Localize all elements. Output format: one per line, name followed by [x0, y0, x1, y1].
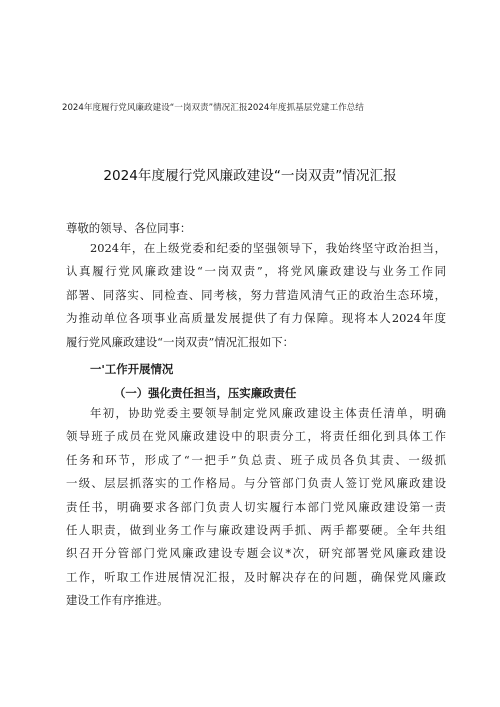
intro-line: 履行党风廉政建设“一岗双责”情况汇报如下：: [66, 334, 295, 349]
paragraph-line: 织召开分管部门党风廉政建设专题会议*次，研究部署党风廉政建设: [66, 546, 446, 561]
salutation: 尊敬的领导、各位同事：: [66, 221, 192, 235]
intro-line: 2024年，在上级党委和纪委的坚强领导下，我始终坚守政治担当，: [90, 241, 446, 255]
paragraph-line: 建设工作有序推进。: [66, 593, 169, 608]
intro-paragraph: [66, 237, 446, 354]
subsection-heading: （一）强化责任担当，压实廉政责任: [114, 386, 297, 400]
paragraph-line: 领导班子成员在党风廉政建设中的职责分工，将责任细化到具体工作: [66, 429, 446, 444]
intro-line: 部署、同落实、同检查、同考核，努力营造风清气正的政治生态环境，: [66, 287, 446, 302]
running-header: 2024年度履行党风廉政建设“一岗双责”情况汇报2024年度抓基层党建工作总结: [62, 103, 364, 113]
intro-line: 为推动单位各项事业高质量发展提供了有力保障。现将本人2024年度: [66, 311, 446, 326]
section-heading: 一'工作开展情况: [90, 362, 174, 376]
subsection-paragraph: [66, 402, 446, 613]
document-title: 2024年度履行党风廉政建设“一岗双责”情况汇报: [103, 168, 397, 184]
paragraph-line: 工作，听取工作进展情况汇报，及时解决存在的问题，确保党风廉政: [66, 569, 446, 584]
paragraph-line: 任人职责，做到业务工作与廉政建设两手抓、两手都要硬。全年共组: [66, 522, 446, 537]
paragraph-line: 责任书，明确要求各部门负责人切实履行本部门党风廉政建设第一责: [66, 499, 446, 514]
paragraph-line: 一级、层层抓落实的工作格局。与分管部门负责人签订党风廉政建设: [66, 476, 446, 491]
paragraph-line: 年初，协助党委主要领导制定党风廉政建设主体责任清单，明确: [90, 406, 446, 420]
intro-line: 认真履行党风廉政建设“一岗双责”，将党风廉政建设与业务工作同: [66, 264, 446, 279]
paragraph-line: 任务和环节，形成了“一把手”负总责、班子成员各负其责、一级抓: [66, 452, 446, 467]
